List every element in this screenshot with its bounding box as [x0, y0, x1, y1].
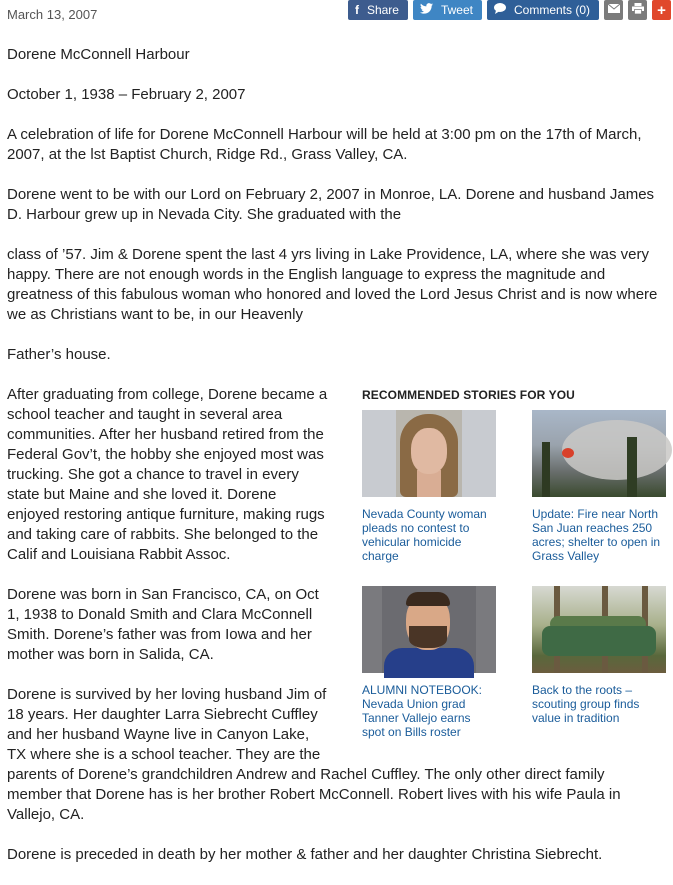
recommended-story[interactable]	[362, 586, 496, 762]
comments-label: Comments (0)	[513, 3, 590, 17]
comments-button[interactable]	[487, 0, 599, 20]
recommended-story[interactable]	[532, 586, 666, 762]
twitter-share-label: Tweet	[440, 3, 473, 17]
paragraph-survivors: Dorene is survived by her loving husband Jim of 18 years. Her daughter Larra Siebrecht Cuffley and her husband Wayne live in Canyon Lake, TX where she is a school teacher. They are the	[7, 686, 327, 763]
facebook-share-label: Share	[366, 3, 399, 17]
story-thumbnail[interactable]	[362, 410, 496, 497]
story-headline-link[interactable]: Nevada County woman pleads no contest to vehicular homicide charge	[362, 507, 487, 563]
article-toolbar	[0, 0, 673, 26]
story-headline-link[interactable]: Back to the roots – scouting group finds value in tradition	[532, 683, 640, 725]
facebook-share-button[interactable]	[348, 0, 408, 20]
story-headline-link[interactable]: ALUMNI NOTEBOOK: Nevada Union grad Tanner Vallejo earns spot on Bills roster	[362, 683, 483, 739]
publish-date: March 13, 2007	[7, 7, 98, 22]
obituary-dates: October 1, 1938 – February 2, 2007	[7, 86, 246, 103]
email-button[interactable]	[604, 0, 623, 20]
paragraph-birth: Dorene was born in San Francisco, CA, on Oct 1, 1938 to Donald Smith and Clara McConnell Smith. Dorene’s father was from Iowa and her mother was born in Salida, CA.	[7, 586, 319, 663]
obituary-name: Dorene McConnell Harbour	[7, 46, 190, 63]
email-icon	[608, 4, 620, 16]
print-icon	[632, 3, 644, 17]
comment-bubble-icon	[494, 3, 506, 17]
share-bar	[348, 0, 671, 20]
more-share-button[interactable]	[652, 0, 671, 20]
facebook-icon: f	[354, 3, 359, 17]
paragraph-survivors-cont: parents of Dorene’s grandchildren Andrew and Rachel Cuffley. The only other direct family member that Dorene has is her brother Robert McConnell. Robert lives with his wife Paula in Vallejo, CA.	[7, 766, 621, 823]
recommended-story[interactable]	[362, 410, 496, 586]
plus-icon: +	[657, 1, 666, 19]
twitter-icon	[420, 3, 433, 17]
paragraph-career: After graduating from college, Dorene became a school teacher and taught in several area communities. After her husband retired from the Federal Gov’t, the hobby she enjoyed most was trucking. She got a chance to travel in every state but Maine and she loved it. Dorene enjoyed restoring antique furniture, making rugs and taking care of rabbits. She belonged to the Calif and Louisiana Rabbit Assoc.	[7, 386, 328, 563]
recommended-story[interactable]	[532, 410, 666, 586]
story-headline-link[interactable]: Update: Fire near North San Juan reaches 250 acres; shelter to open in Grass Valley	[532, 507, 661, 563]
story-thumbnail[interactable]	[532, 586, 666, 673]
paragraph-life: class of ’57. Jim & Dorene spent the last 4 yrs living in Lake Providence, LA, where she was very happy. There are not enough words in the English language to express the magnitude and greatness of this fabulous woman who honored and loved the Lord Jesus Christ and is now where we as Christians want to be, in our Heavenly	[7, 246, 658, 323]
paragraph-service: A celebration of life for Dorene McConnell Harbour will be held at 3:00 pm on the 17th of March, 2007, at the lst Baptist Church, Ridge Rd., Grass Valley, CA.	[7, 126, 642, 163]
paragraph-passing: Dorene went to be with our Lord on February 2, 2007 in Monroe, LA. Dorene and husband James D. Harbour grew up in Nevada City. She graduated with the	[7, 186, 655, 223]
twitter-share-button[interactable]	[413, 0, 482, 20]
story-thumbnail[interactable]	[532, 410, 666, 497]
story-thumbnail[interactable]	[362, 586, 496, 673]
recommended-stories	[362, 388, 666, 762]
paragraph-preceded: Dorene is preceded in death by her mother & father and her daughter Christina Siebrecht.	[7, 846, 603, 863]
print-button[interactable]	[628, 0, 647, 20]
recommended-title: RECOMMENDED STORIES FOR YOU	[362, 388, 575, 402]
paragraph-fathers-house: Father’s house.	[7, 346, 111, 363]
